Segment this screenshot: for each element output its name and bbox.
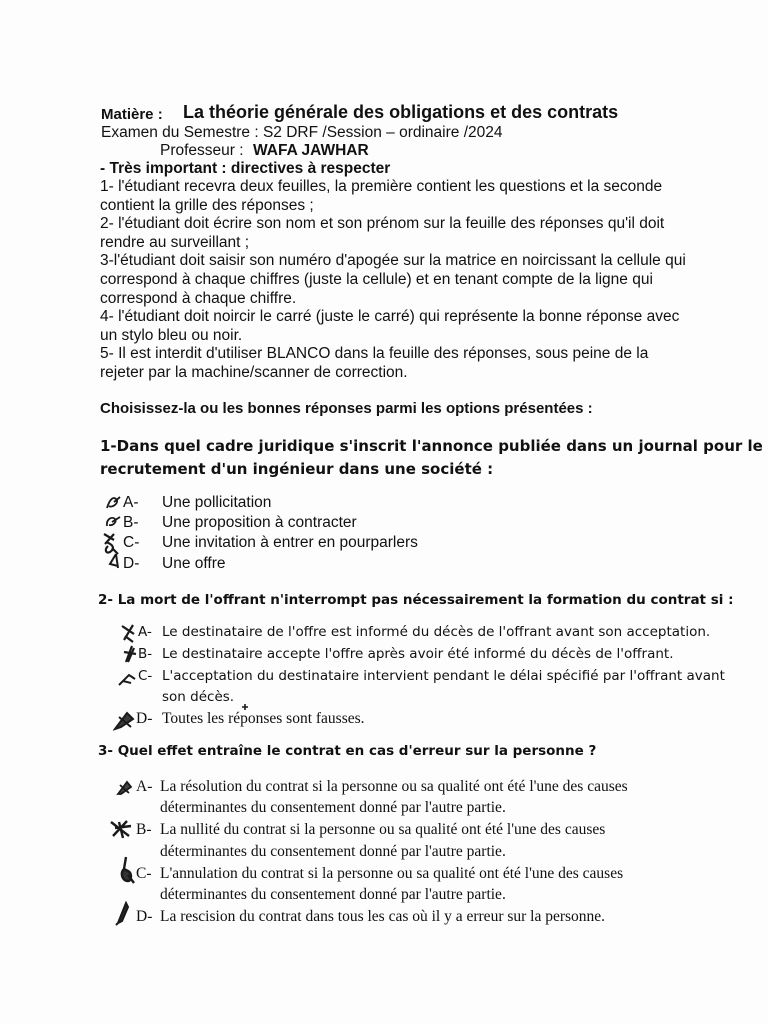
q3-option-a-cont: déterminantes du consentement donné par l'autre partie. (160, 799, 506, 816)
q3-question: 3- Quel effet entraîne le contrat en cas d'erreur sur la personne ? (98, 743, 597, 759)
directive-line: 2- l'étudiant doit écrire son nom et son prénom sur la feuille des réponses qu'il doit (100, 215, 665, 233)
exam-line: Examen du Semestre : S2 DRF /Session – ordinaire /2024 (101, 124, 503, 141)
subject-label: Matière : (101, 106, 163, 123)
q2-b-pen-mark (120, 644, 138, 664)
directive-line: correspond à chaque chiffre. (100, 289, 297, 307)
q1-option-d-letter: D- (123, 555, 140, 572)
q3-b-pen-mark (109, 818, 135, 840)
directive-line: 5- Il est interdit d'utiliser BLANCO dans la feuille des réponses, sous peine de la (100, 345, 649, 363)
q2-option-b-text: Le destinataire accepte l'offre après avoir été informé du décès de l'offrant. (162, 646, 674, 662)
q1-option-c-letter: C- (123, 534, 140, 551)
q2-option-d-letter: D- (136, 710, 153, 727)
q2-option-c-cont: son décès. (162, 689, 235, 705)
directive-line: 1- l'étudiant recevra deux feuilles, la première contient les questions et la seconde (100, 178, 663, 195)
directive-line: correspond à chaque chiffres (juste la cellule) et en tenant compte de la ligne qui (100, 270, 653, 288)
q3-option-a-letter: A- (136, 778, 153, 795)
q3-option-b-text: La nullité du contrat si la personne ou sa qualité ont été l'une des causes (160, 821, 606, 838)
q2-option-a-letter: A- (138, 624, 152, 640)
q2-option-b-letter: B- (138, 646, 153, 662)
directive-line: 4- l'étudiant doit noircir le carré (juste le carré) qui représente la bonne réponse avec (100, 308, 680, 326)
q1-line-1: 1-Dans quel cadre juridique s'inscrit l'annonce publiée dans un journal pour le (100, 437, 763, 455)
q3-option-b-letter: B- (136, 821, 152, 838)
q1-option-b-letter: B- (123, 514, 139, 531)
directive-line: contient la grille des réponses ; (100, 196, 314, 214)
q1-option-c-text: Une invitation à entrer en pourparlers (162, 534, 418, 551)
q2-question: 2- La mort de l'offrant n'interrompt pas nécessairement la formation du contrat si : (98, 592, 734, 608)
q1-b-pen-mark (103, 513, 123, 531)
q2-option-c-letter: C- (138, 668, 153, 684)
directive-line: rendre au surveillant ; (100, 233, 250, 251)
q3-option-c-text: L'annulation du contrat si la personne ou sa qualité ont été l'une des causes (160, 865, 624, 882)
q3-d-pen-mark (114, 901, 132, 927)
q1-option-a-text: Une pollicitation (162, 494, 272, 511)
q3-option-a-text: La résolution du contrat si la personne ou sa qualité ont été l'une des causes (160, 778, 628, 795)
q3-option-d-letter: D- (136, 908, 153, 925)
q1-option-a-letter: A- (123, 494, 139, 511)
professor-label: Professeur : (160, 142, 244, 159)
professor-name: WAFA JAWHAR (253, 142, 369, 159)
q3-option-d-text: La rescision du contrat dans tous les cas où il y a erreur sur la personne. (160, 908, 606, 925)
q2-option-d-text: Toutes les réponses sont fausses. (162, 710, 365, 727)
subject-title: La théorie générale des obligations et des contrats (183, 102, 619, 122)
directive-line: 3-l'étudiant doit saisir son numéro d'apogée sur la matrice en noircissant la cellule qui (100, 252, 686, 270)
q1-d-pen-mark (104, 552, 124, 572)
directive-line: rejeter par la machine/scanner de correction. (100, 363, 408, 381)
instruction: Choisissez-la ou les bonnes réponses parmi les options présentées : (100, 400, 593, 417)
q2-d-pen-mark (113, 709, 137, 731)
q2-option-c-text: L'acceptation du destinataire intervient pendant le délai spécifié par l'offrant avant (162, 668, 725, 684)
directive-line: un stylo bleu ou noir. (100, 326, 243, 344)
q2-option-a-text: Le destinataire de l'offre est informé du décès de l'offrant avant son acceptation. (162, 624, 711, 640)
q1-line-2: recrutement d'un ingénieur dans une société : (100, 460, 494, 478)
q3-option-c-cont: déterminantes du consentement donné par l'autre partie. (160, 886, 506, 903)
ink-dot-mark (241, 703, 249, 711)
q3-option-c-letter: C- (136, 865, 152, 882)
directives-list (100, 178, 686, 383)
q3-a-pen-mark (115, 779, 133, 797)
q1-option-d-text: Une offre (162, 555, 226, 572)
q3-c-pen-mark (118, 855, 138, 885)
q1-a-pen-mark (104, 494, 124, 512)
directives-title: - Très important : directives à respecter (100, 160, 391, 177)
q2-c-pen-mark (117, 671, 139, 687)
q3-option-b-cont: déterminantes du consentement donné par l'autre partie. (160, 843, 506, 860)
q1-option-b-text: Une proposition à contracter (162, 514, 357, 531)
q2-a-pen-mark (119, 622, 139, 644)
